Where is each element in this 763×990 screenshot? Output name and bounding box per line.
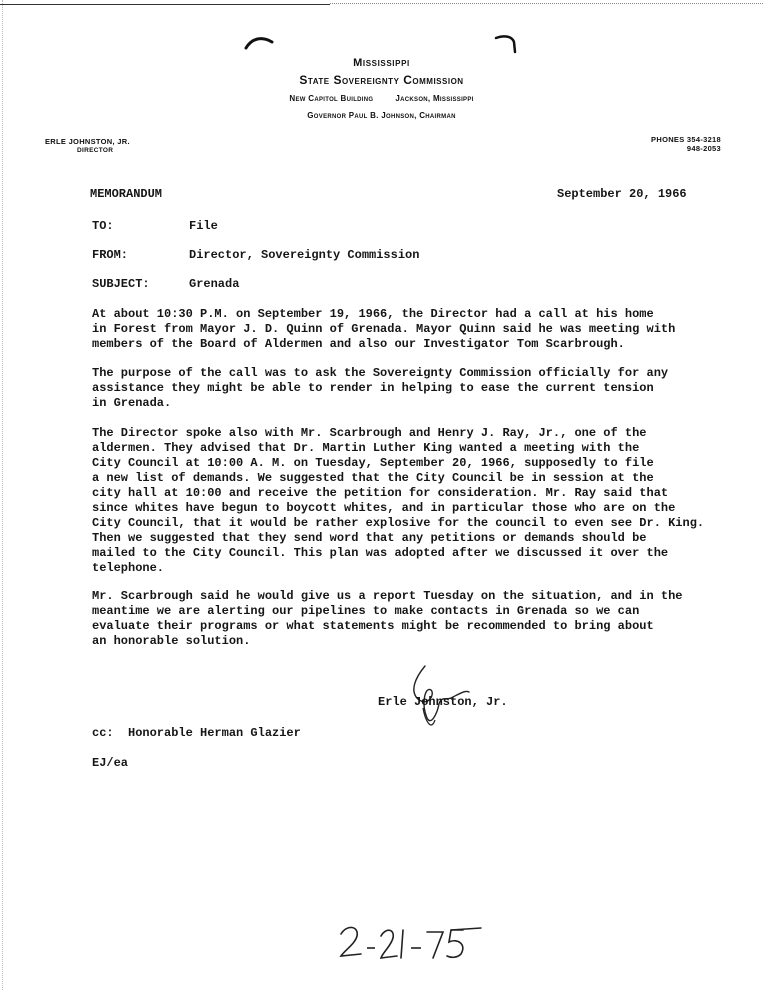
letterhead-phones-block xyxy=(651,135,721,153)
signature-name: Erle Johnston, Jr. xyxy=(378,695,508,709)
letterhead-state: Mississippi xyxy=(353,57,410,69)
letterhead-commission: State Sovereignty Commission xyxy=(299,73,464,87)
memo-date: September 20, 1966 xyxy=(557,187,687,201)
left-dotted-border xyxy=(2,0,3,990)
director-name: ERLE JOHNSTON, JR. xyxy=(45,137,130,146)
subject-value: Grenada xyxy=(189,277,240,291)
seal-left-swoosh-icon xyxy=(244,36,274,50)
subject-label: SUBJECT: xyxy=(92,277,150,291)
handwritten-date-note-icon xyxy=(335,920,495,968)
to-value: File xyxy=(189,219,218,233)
letterhead-building: New Capitol Building xyxy=(289,94,374,103)
letterhead-city: Jackson, Mississippi xyxy=(395,94,474,103)
cc-line: cc: Honorable Herman Glazier xyxy=(92,726,301,740)
letterhead-director-block xyxy=(45,137,130,155)
seal-right-swoosh-icon xyxy=(494,34,520,54)
top-dotted-border xyxy=(330,3,763,4)
typist-initials: EJ/ea xyxy=(92,756,129,770)
letterhead-address xyxy=(0,94,763,103)
top-border-line xyxy=(0,4,330,5)
director-title: DIRECTOR xyxy=(77,147,114,154)
body-paragraph-4: Mr. Scarbrough said he would give us a report Tuesday on the situation, and in the meantime we are alerting our pipelines to make contacts in Grenada so we can evaluate their programs or what statements might be recommended to bring about an honorable solution. xyxy=(92,589,683,648)
memo-heading: MEMORANDUM xyxy=(90,187,163,201)
letterhead-governor: Governor Paul B. Johnson, Chairman xyxy=(307,111,456,120)
body-paragraph-3: The Director spoke also with Mr. Scarbrough and Henry J. Ray, Jr., one of the aldermen. They advised that Dr. Martin Luther King wanted a meeting with the City Council at 10:00 A. M. on Tuesday, September 20, 1966, supposedly to file a new list of demands. We suggested that the City Council be in session at the city hall at 10:00 and receive the petition for consideration. Mr. Ray said that since whites have begun to boycott whites, and in particular those who are on the City Council, that it would be rather explosive for the council to even see Dr. King. Then we suggested that they send word that any petitions or demands should be mailed to the City Council. This plan was adopted after we discussed it over the telephone. xyxy=(92,426,705,575)
from-value: Director, Sovereignty Commission xyxy=(189,248,420,262)
to-label: TO: xyxy=(92,219,114,233)
from-label: FROM: xyxy=(92,248,129,262)
body-paragraph-1: At about 10:30 P.M. on September 19, 1966, the Director had a call at his home in Forest from Mayor J. D. Quinn of Grenada. Mayor Quinn said he was meeting with members of the Board of Aldermen and also our Investigator Tom Scarbrough. xyxy=(92,307,676,351)
body-paragraph-2: The purpose of the call was to ask the Sovereignty Commission officially for any assistance they might be able to render in helping to ease the current tension in Grenada. xyxy=(92,366,669,410)
phones-secondary: 948-2053 xyxy=(686,144,721,153)
phones-primary: PHONES 354-3218 xyxy=(651,135,721,144)
